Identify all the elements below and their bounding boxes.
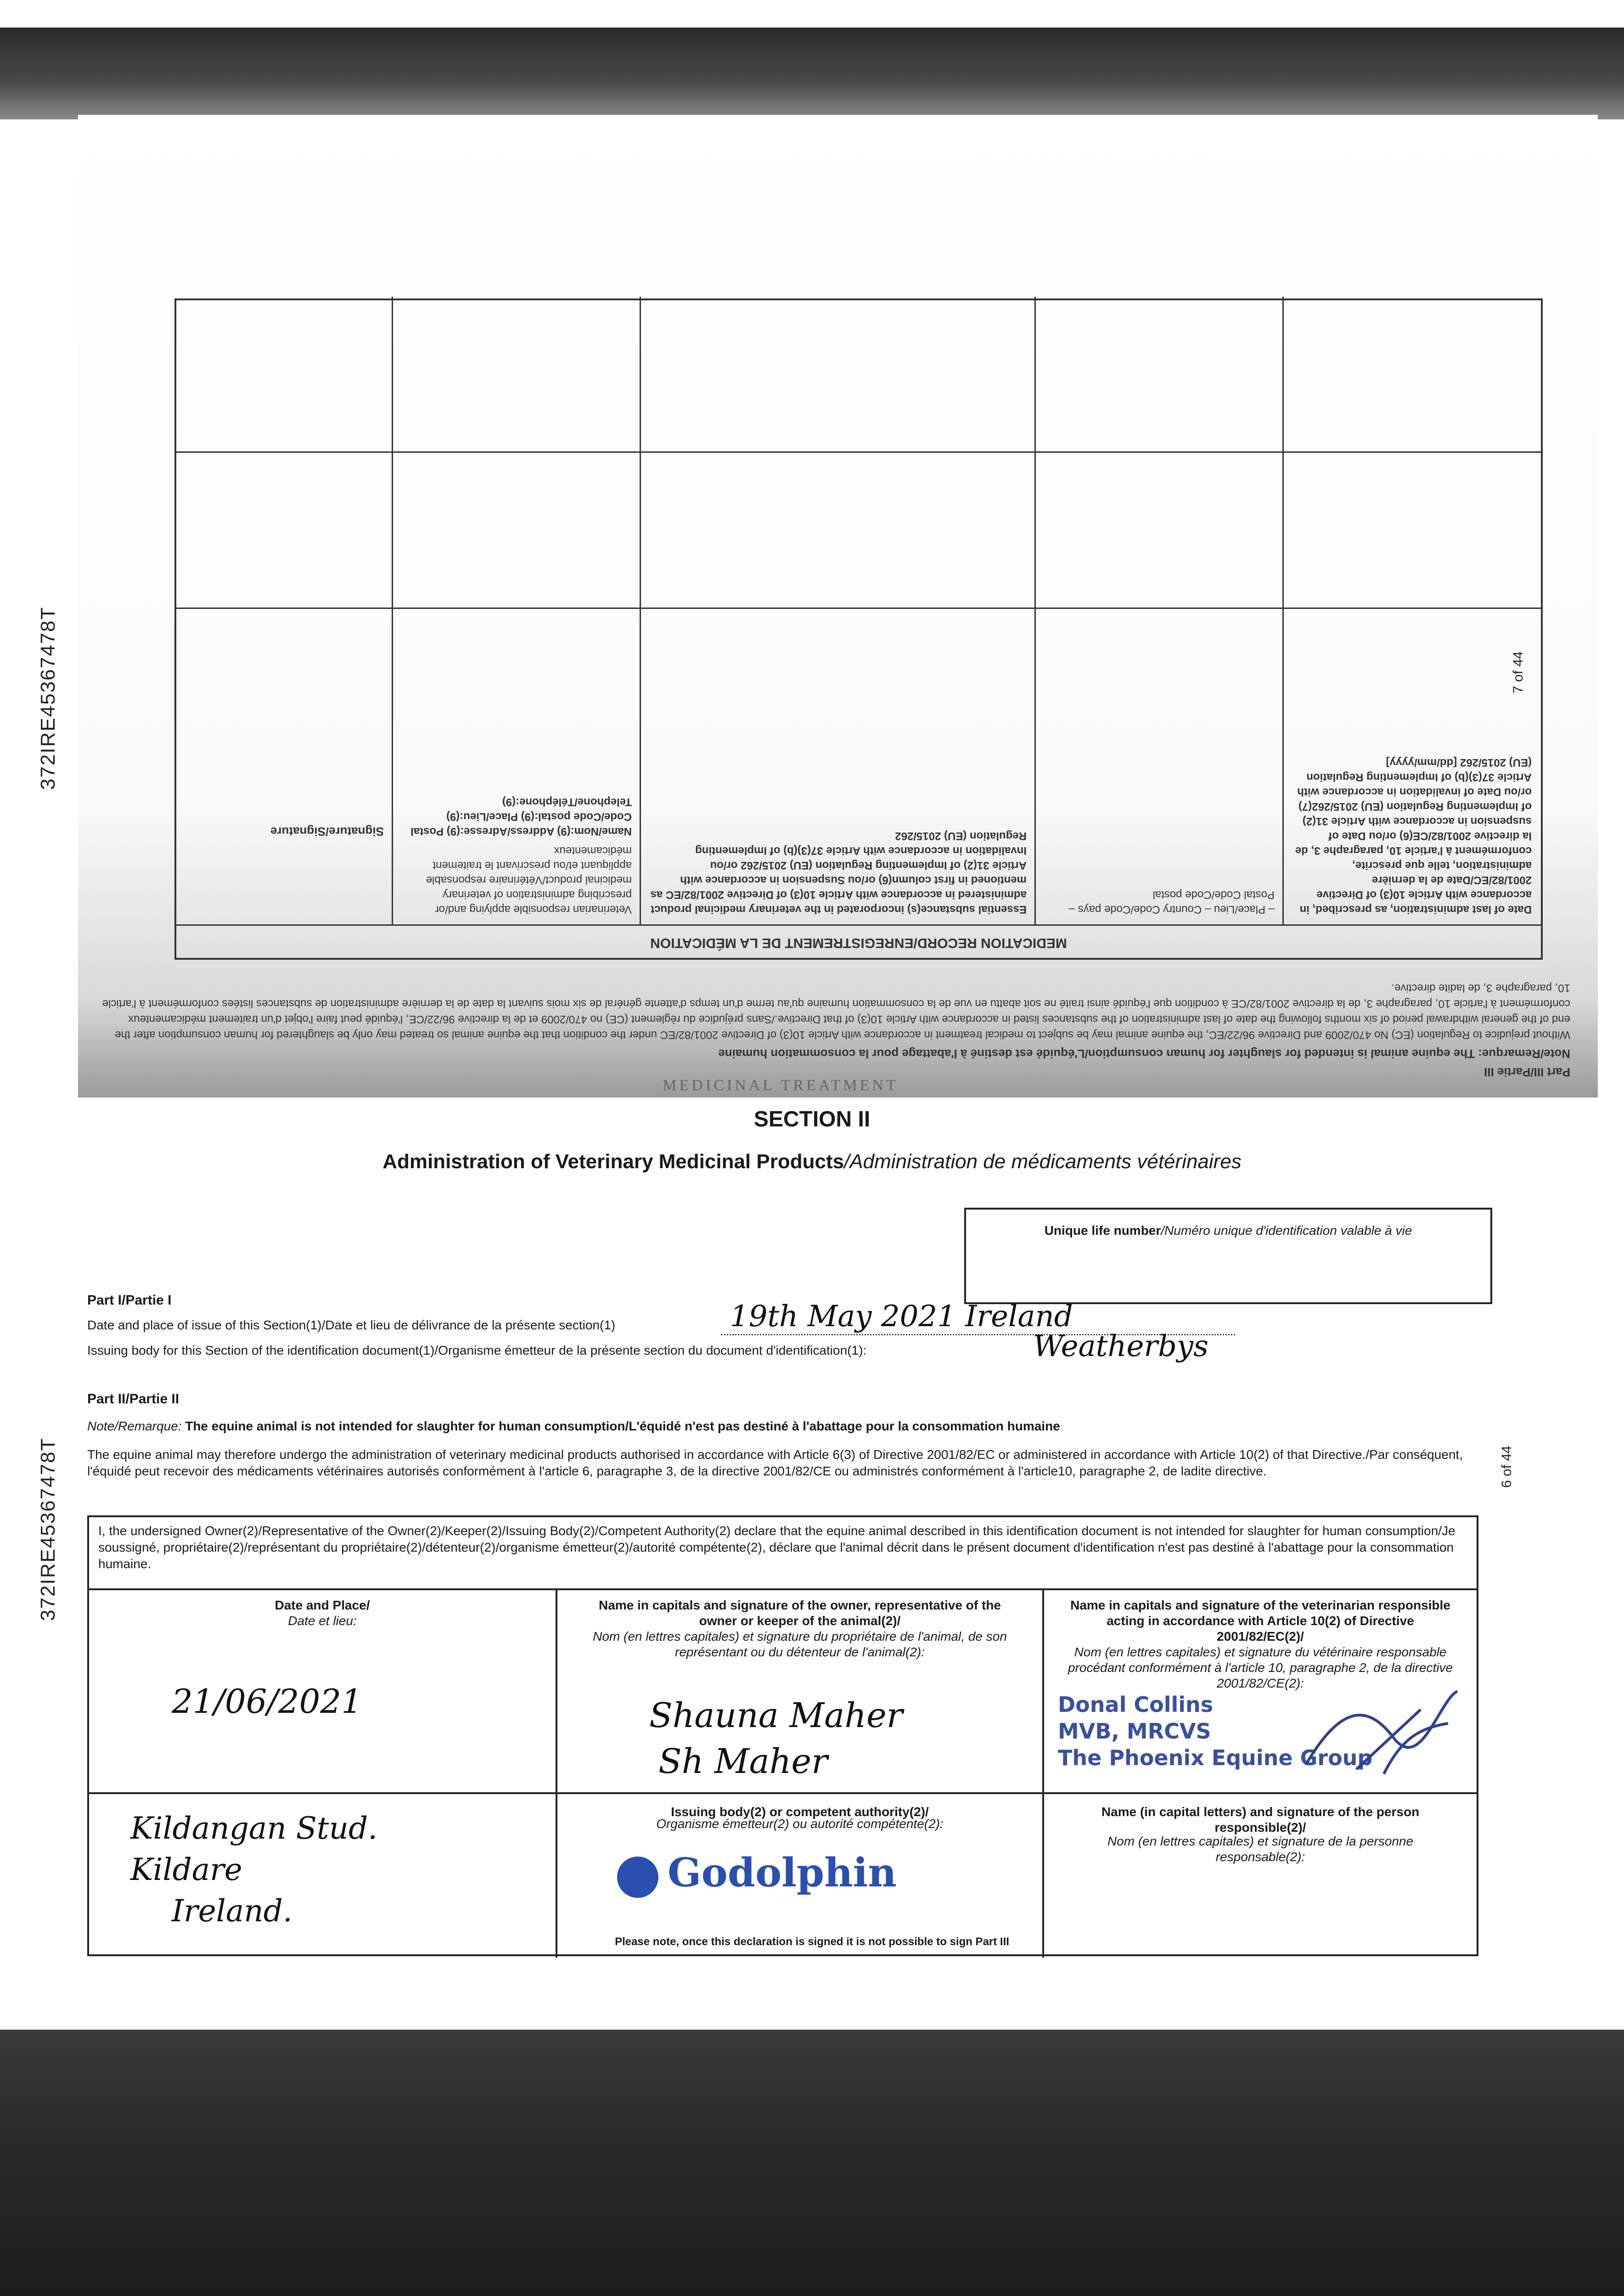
vet-stamp-qualification: MVB, MRCVS <box>1058 1719 1211 1744</box>
uln-label-fr: /Numéro unique d'identification valable à vie <box>1161 1223 1412 1238</box>
upper-page-number: 7 of 44 <box>1511 651 1526 693</box>
owner-head-fr: Nom (en lettres capitales) et signature du propriétaire de l'animal, de son représentant ou du détenteur de l'animal(2): <box>593 1629 1007 1659</box>
part2-note-text: The equine animal is not intended for slaughter for human consumption/L'équidé n'est pas destiné à l'abattage pour la consommation humaine <box>185 1419 1060 1433</box>
godolphin-logo-icon <box>617 1857 658 1898</box>
declaration-grid <box>89 1588 1477 1958</box>
part3-body: Without prejudice to Regulation (EC) No 470/2009 and Directive 96/22/EC, the equine animal may be subject to medical treatment in accordance with Article 10(3) of Directive 2001/82/EC under the condition that the equine animal so treated may only be slaughtered for human consumption after the end of the general withdrawal period of six months following the date of last administration of the substances listed in accordance with Article 10(3) of that Directive./Sans préjudice du règlement (CE) no 470/2009 et de la directive 96/22/CE, l'équidé peut faire l'objet d'un traitement médicamenteux conformément à l'article 10, paragraphe 3, de la directive 2001/82/CE à condition que l'équidé ainsi traité ne soit abattu en vue de la consommation humaine qu'au terme d'un temps d'attente général de six mois suivant la date de la dernière administration de substances listées conformément à l'article 10, paragraphe 3, de ladite directive. <box>102 982 1570 1041</box>
side-identifier-upper: 372IRE45367478T <box>37 606 59 790</box>
section-subtitle <box>0 1150 1624 1173</box>
section-subtitle-fr: /Administration de médicaments vétérinaires <box>844 1150 1242 1173</box>
date-handwritten: 21/06/2021 <box>172 1682 362 1721</box>
declaration-box <box>87 1515 1478 1956</box>
medication-record-heading: MEDICATION RECORD/ENREGISTREMENT DE LA MÉDICATION <box>650 935 1067 951</box>
person-responsible-head-en: Name (in capital letters) and signature of the person responsible(2)/ <box>1101 1805 1420 1835</box>
lower-page-number: 6 of 44 <box>1499 1446 1514 1488</box>
medication-col-place: – Place/Lieu – Country Code/Code pays – Postal Code/Code postal <box>1068 889 1275 916</box>
uln-label-en: Unique life number <box>1044 1223 1161 1238</box>
godolphin-logo-text: Godolphin <box>668 1850 897 1896</box>
date-place-cell[interactable] <box>89 1590 557 1958</box>
part2-heading: Part II/Partie II <box>87 1391 180 1407</box>
medication-col-substance: Essential substance(s) incorporated in the veterinary medicinal product administered in accordance with Article 10(3) of Directive 2001/82/EC as mentioned in first column(6) or/ou Suspension in accordance with Article 31(2) of Implementing Regulation (EU) 2015/262 or/ou Invalidation in accordance with Article 37(3)(b) of Implementing Regulation (EU) 2015/262 <box>650 830 1027 916</box>
place-handwritten-line2: Kildare <box>130 1852 242 1887</box>
part3-heading: Part III/Partie III <box>1484 1065 1570 1079</box>
scanner-top-band <box>0 28 1624 119</box>
part2-body: The equine animal may therefore undergo the administration of veterinary medicinal products authorised in accordance with Article 6(3) of Directive 2001/82/EC or administered in accordance with Article 10(2) of that Directive./Par conséquent, l'équidé peut recevoir des médicaments vétérinaires autorisés conformément à l'article 6, paragraphe 3, de la directive 2001/82/CE ou administrés conformément à l'article10, paragraphe 2, de ladite directive. <box>87 1447 1463 1478</box>
place-handwritten-line3: Ireland. <box>172 1893 292 1929</box>
vet-head-en: Name in capitals and signature of the veterinarian responsible acting in accordance with Article 10(2) of Directive 2001/82/EC(2)/ <box>1070 1598 1450 1643</box>
owner-head-en: Name in capitals and signature of the owner, representative of the owner or keeper of the animal(2)/ <box>599 1598 1001 1628</box>
section-subtitle-en: Administration of Veterinary Medicinal Products <box>382 1150 844 1173</box>
issuing-body-head-fr: Organisme émetteur(2) ou autorité compétente(2): <box>656 1817 944 1831</box>
part2-note-label: Note/Remarque: <box>87 1419 182 1433</box>
person-responsible-head-fr: Nom (en lettres capitales) et signature de la personne responsable(2): <box>1107 1834 1414 1864</box>
part1-issuer-handwritten: Weatherbys <box>1033 1329 1208 1363</box>
owner-cell[interactable] <box>557 1590 1044 1958</box>
medicinal-treatment-banner: MEDICINAL TREATMENT <box>663 1077 899 1094</box>
date-place-head-fr: Date et lieu: <box>288 1614 357 1628</box>
part1-heading: Part I/Partie I <box>87 1293 172 1308</box>
part1-issuer-label: Issuing body for this Section of the identification document(1)/Organisme émetteur de la présente section du document d'identification(1): <box>87 1343 867 1357</box>
declaration-text: I, the undersigned Owner(2)/Representative of the Owner(2)/Keeper(2)/Issuing Body(2)/Competent Authority(2) declare that the equine animal described in this identification document is not intended for slaughter for human consumption/Je soussigné, propriétaire(2)/représentant du propriétaire(2)/détenteur(2)/organisme émetteur(2)/autorité compétente(2), déclare que l'animal décrit dans le présent document d'identification n'est pas destiné à l'abattage pour la consommation humaine. <box>98 1524 1455 1571</box>
veterinarian-cell[interactable] <box>1044 1590 1477 1958</box>
part1-date-label: Date and place of issue of this Section(1)/Date et lieu de délivrance de la présente section(1) <box>87 1318 616 1332</box>
part3-note: Note/Remarque: The equine animal is intended for slaughter for human consumption/L'équidé est destiné à l'abattage pour la consommation humaine <box>718 1047 1570 1061</box>
side-identifier-lower: 372IRE45367478T <box>37 1437 59 1621</box>
place-handwritten-line1: Kildangan Stud. <box>130 1811 378 1846</box>
vet-signature-scribble <box>1301 1682 1467 1783</box>
vet-head-fr: Nom (en lettres capitales) et signature du vétérinaire responsable procédant conformément à l'article 10, paragraphe 2, de la directive 2001/82/CE(2): <box>1068 1645 1453 1690</box>
medication-col-vet-fields: Name/Nom:(9) Address/Adresse:(9) Postal Code/Code postal:(9) Place/Lieu:(9) Telephone/Téléphone:(9) <box>410 796 632 838</box>
footer-note: Please note, once this declaration is signed it is not possible to sign Part III <box>615 1936 1009 1948</box>
part2-note <box>87 1419 1478 1434</box>
vet-stamp-name: Donal Collins <box>1058 1692 1214 1717</box>
scanner-bottom-band <box>0 2030 1624 2296</box>
issuing-body-head-en: Issuing body(2) or competent authority(2)/ <box>671 1805 929 1819</box>
unique-life-number-box[interactable] <box>964 1208 1492 1304</box>
date-place-head-en: Date and Place/ <box>275 1598 370 1612</box>
medication-col-date: Date of last administration, as prescribed, in accordance with Article 10(3) of Directive 2001/82/EC/Date de la dernière administration, telle que prescrite, conformément à l'article 10, paragraphe 3, de la directive 2001/82/CE(6) or/ou Date of suspension in accordance with Article 31(2) of Implementing Regulation (EU) 2015/262(7) or/ou Date of invalidation in accordance with Article 37(3)(b) of Implementing Regulation (EU) 2015/262 [dd/mm/yyyy] <box>1295 756 1532 916</box>
medication-record-table <box>174 298 1543 960</box>
medication-col-vet: Veterinarian responsible applying and/or prescribing administration of veterinary medicinal product/Vétérinaire responsable appliquant et/ou prescrivant le traitement médicamenteux <box>426 844 632 916</box>
upper-page-rotated <box>78 115 1598 1097</box>
part1-date-handwritten: 19th May 2021 Ireland <box>730 1300 1073 1334</box>
upper-page <box>78 115 1598 1097</box>
section-title: SECTION II <box>753 1107 871 1131</box>
vet-stamp-practice: The Phoenix Equine Group <box>1058 1745 1373 1770</box>
owner-name-handwritten: Shauna Maher <box>649 1696 903 1735</box>
medication-col-signature: Signature/Signature <box>270 825 384 838</box>
owner-signature: Sh Maher <box>658 1742 828 1781</box>
